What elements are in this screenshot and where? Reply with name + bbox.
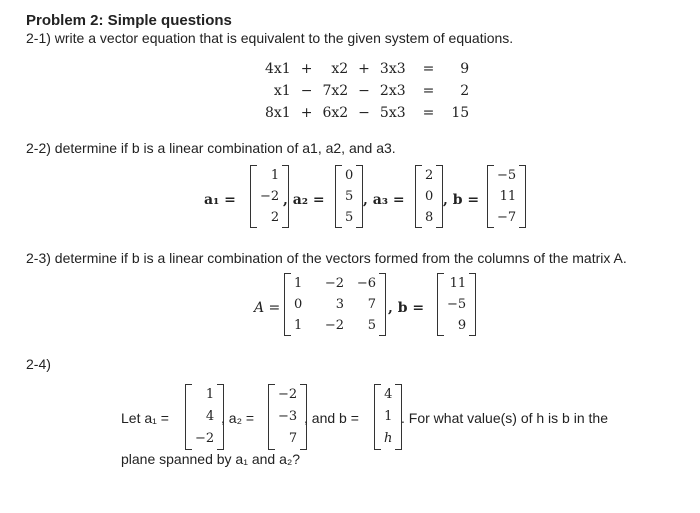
vector-entries <box>342 165 356 228</box>
term: 6x2 <box>322 105 349 121</box>
entry: 1 <box>205 387 215 402</box>
a2-label: , a₂ = <box>221 410 255 426</box>
entry: −3 <box>278 409 298 424</box>
operator: − <box>358 105 370 121</box>
equation-system <box>260 58 474 124</box>
question-2-4-line2: plane spanned by a₁ and a₂? <box>121 451 301 467</box>
entry: 1 <box>270 167 280 183</box>
left-bracket <box>437 273 444 336</box>
matrix-entries <box>291 273 379 336</box>
vector-entries <box>381 384 395 450</box>
entry: 11 <box>449 275 467 291</box>
term: x1 <box>273 83 291 99</box>
left-bracket <box>284 273 291 336</box>
term: 7x2 <box>322 83 349 99</box>
entry: 4 <box>384 387 393 402</box>
term: 5x3 <box>379 105 406 121</box>
vector-b <box>437 273 476 336</box>
left-bracket <box>415 165 422 228</box>
vector-entries <box>275 384 300 450</box>
constant: 2 <box>460 83 470 99</box>
vector-a2 <box>268 384 307 450</box>
entry: 1 <box>294 275 303 291</box>
equation-row <box>260 80 474 102</box>
left-bracket <box>487 165 494 228</box>
entry: 5 <box>345 209 354 225</box>
question-2-4-text: . For what value(s) of h is b in the <box>401 410 608 426</box>
operator: + <box>300 105 313 121</box>
constant: 9 <box>460 61 470 77</box>
entry: 5 <box>367 317 376 333</box>
vector-a3 <box>415 165 443 228</box>
entry: −7 <box>497 209 517 225</box>
and-b-label: , and b = <box>304 410 359 426</box>
entry: 11 <box>499 188 517 204</box>
vector-entries <box>422 165 436 228</box>
entry: −2 <box>278 387 298 402</box>
entry: 1 <box>294 317 303 333</box>
term: 8x1 <box>265 105 291 121</box>
left-bracket <box>250 165 257 228</box>
vector-entries <box>444 273 469 336</box>
a2-label: , a₂ = <box>283 192 325 208</box>
operator: + <box>358 61 370 77</box>
vector-a1 <box>185 384 224 450</box>
equals: = <box>422 83 435 99</box>
equals: = <box>422 61 435 77</box>
question-2-4-label: 2-4) <box>26 356 51 372</box>
a3-label: , a₃ = <box>363 192 405 208</box>
entry: −2 <box>195 431 215 446</box>
problem-title: Problem 2: Simple questions <box>26 12 232 29</box>
left-bracket <box>185 384 192 450</box>
entry: 8 <box>425 209 434 225</box>
let-a1-label: Let a₁ = <box>121 410 169 426</box>
operator: − <box>300 83 313 99</box>
entry: 3 <box>335 296 344 312</box>
vector-entries <box>192 384 217 450</box>
term: 4x1 <box>265 61 291 77</box>
entry: −6 <box>356 275 376 291</box>
entry: −2 <box>324 275 344 291</box>
entry: 0 <box>425 188 434 204</box>
entry: 9 <box>457 317 467 333</box>
entry: 1 <box>384 409 393 424</box>
entry: −2 <box>260 188 280 204</box>
left-bracket <box>268 384 275 450</box>
equation-row <box>260 102 474 124</box>
b-label: , b = <box>443 192 480 208</box>
right-bracket <box>469 273 476 336</box>
question-2-1: 2-1) write a vector equation that is equivalent to the given system of equations. <box>26 30 514 46</box>
term: 3x3 <box>379 61 406 77</box>
left-bracket <box>374 384 381 450</box>
a1-label: a₁ = <box>204 192 236 208</box>
equals: = <box>422 105 435 121</box>
vector-b <box>374 384 402 450</box>
operator: + <box>300 61 313 77</box>
question-2-3: 2-3) determine if b is a linear combination of the vectors formed from the columns of the matrix A. <box>26 250 627 266</box>
term: 2x3 <box>379 83 406 99</box>
vector-entries <box>257 165 282 228</box>
entry: −5 <box>447 296 467 312</box>
entry: −2 <box>324 317 344 333</box>
entry: h <box>384 431 393 446</box>
left-bracket <box>335 165 342 228</box>
entry: 2 <box>270 209 280 225</box>
matrix-a-label: A = <box>254 300 281 316</box>
matrix-a <box>284 273 386 336</box>
vector-b <box>487 165 526 228</box>
term: x2 <box>331 61 349 77</box>
entry: 7 <box>367 296 376 312</box>
entry: 0 <box>345 167 354 183</box>
entry: 2 <box>425 167 434 183</box>
operator: − <box>358 83 370 99</box>
entry: 4 <box>205 409 215 424</box>
b-label: , b = <box>388 300 425 316</box>
entry: 5 <box>345 188 354 204</box>
right-bracket <box>379 273 386 336</box>
entry: 7 <box>288 431 298 446</box>
entry: 0 <box>294 296 303 312</box>
right-bracket <box>519 165 526 228</box>
vector-entries <box>494 165 519 228</box>
vector-a2 <box>335 165 363 228</box>
equation-row <box>260 58 474 80</box>
question-2-2: 2-2) determine if b is a linear combination of a1, a2, and a3. <box>26 140 396 156</box>
entry: −5 <box>497 167 517 183</box>
constant: 15 <box>451 105 470 121</box>
